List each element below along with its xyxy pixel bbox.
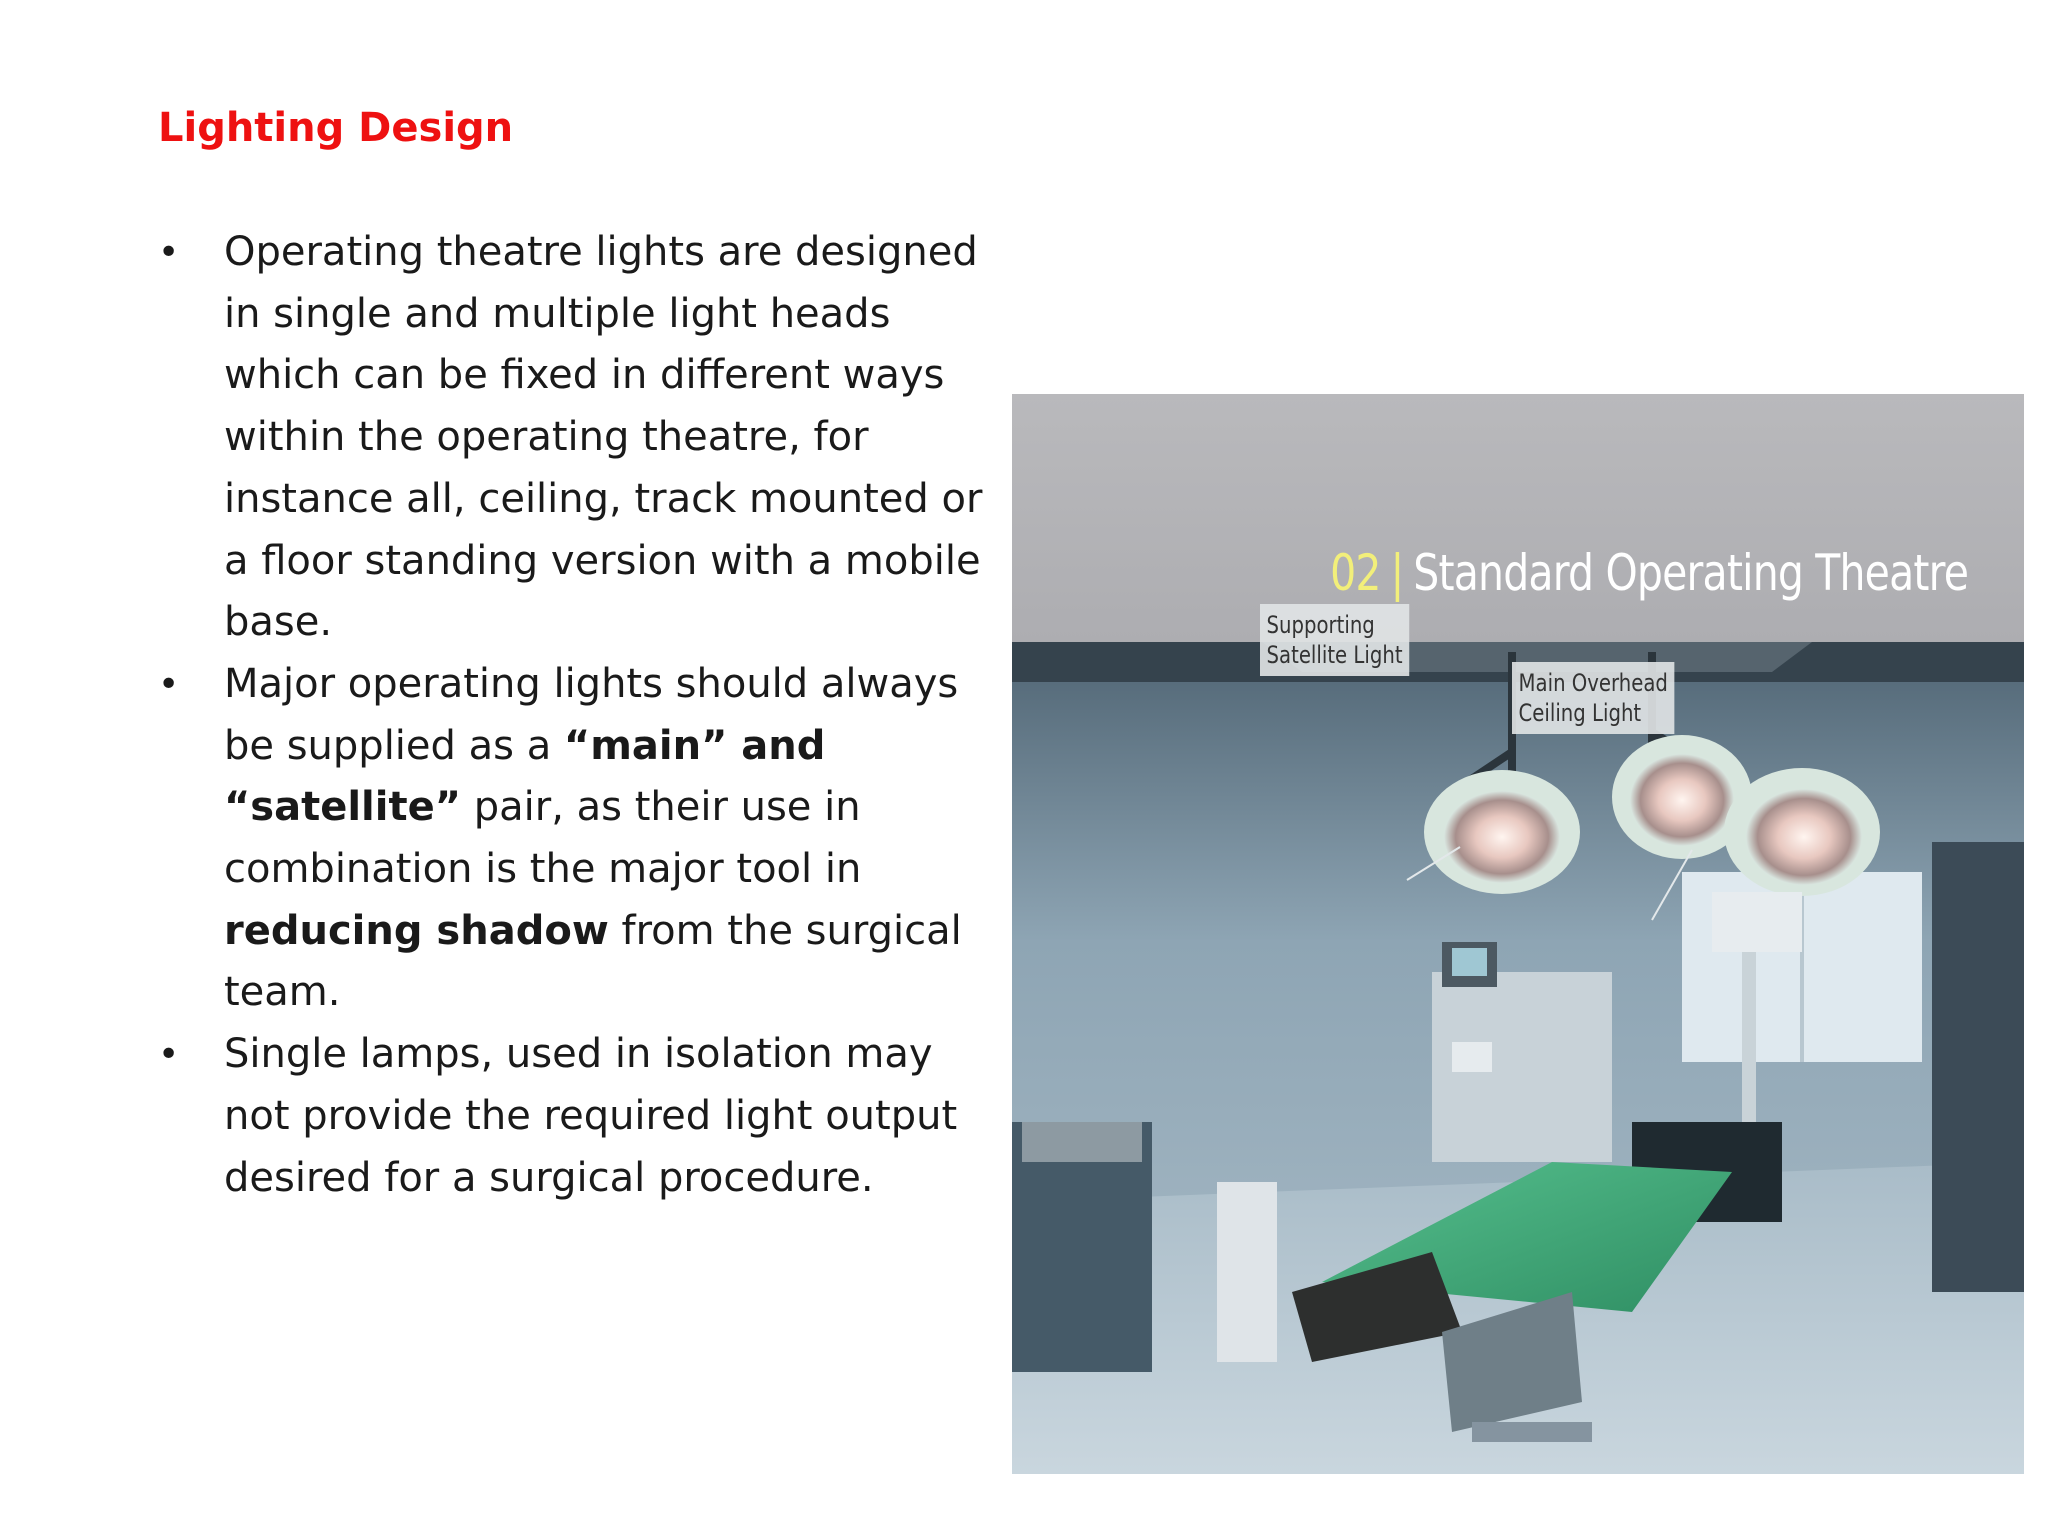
bullet-item <box>158 1024 1010 1209</box>
bullet-text-run: pair, as their use in combination is the major tool in <box>224 784 862 893</box>
banner-title: Standard Operating Theatre <box>1413 544 1968 602</box>
banner-caption <box>1330 544 1968 602</box>
bullet-dot: • <box>158 232 180 273</box>
bullet-text <box>224 661 962 1016</box>
bullet-item <box>158 654 1010 1024</box>
lamp-head-right-glow <box>1746 789 1862 885</box>
room-door <box>1932 842 2024 1292</box>
bullet-text-run: from the surgical team. <box>224 907 962 1016</box>
bullet-list <box>158 222 1010 1209</box>
callout-satellite-light: Supporting Satellite Light <box>1260 604 1409 676</box>
banner-separator: | <box>1390 544 1404 602</box>
slide-title: Lighting Design <box>158 105 514 151</box>
equipment-panel <box>1712 892 1802 952</box>
bullet-dot: • <box>158 663 180 705</box>
bullet-text <box>224 229 982 645</box>
lamp-head-center-glow <box>1630 754 1734 846</box>
lamp-head-left-glow <box>1444 791 1560 883</box>
bullet-bold-run: “main” and “satellite” <box>224 722 826 831</box>
bullet-text <box>224 1031 957 1200</box>
bullet-text-run: Major operating lights should always be supplied as a <box>224 660 959 769</box>
bullet-item <box>158 222 1010 654</box>
bullet-text-run: Single lamps, used in isolation may not provide the required light output desired for a surgical procedure. <box>224 1031 958 1201</box>
bullet-dot: • <box>158 1034 180 1076</box>
banner-number: 02 <box>1329 544 1381 602</box>
operating-theatre-photo <box>1012 394 2024 1474</box>
bullet-bold-run: reducing shadow <box>224 907 609 954</box>
room-illustration <box>1012 642 2024 1474</box>
photo-banner <box>1012 394 2024 642</box>
callout-main-light: Main Overhead Ceiling Light <box>1512 662 1674 734</box>
bullet-text-run: Operating theatre lights are designed in single and multiple light heads which can be fixed in different ways within the operating theatre, for instance all, ceiling, track mounted or a floor standing version with a mobile base. <box>224 229 983 646</box>
